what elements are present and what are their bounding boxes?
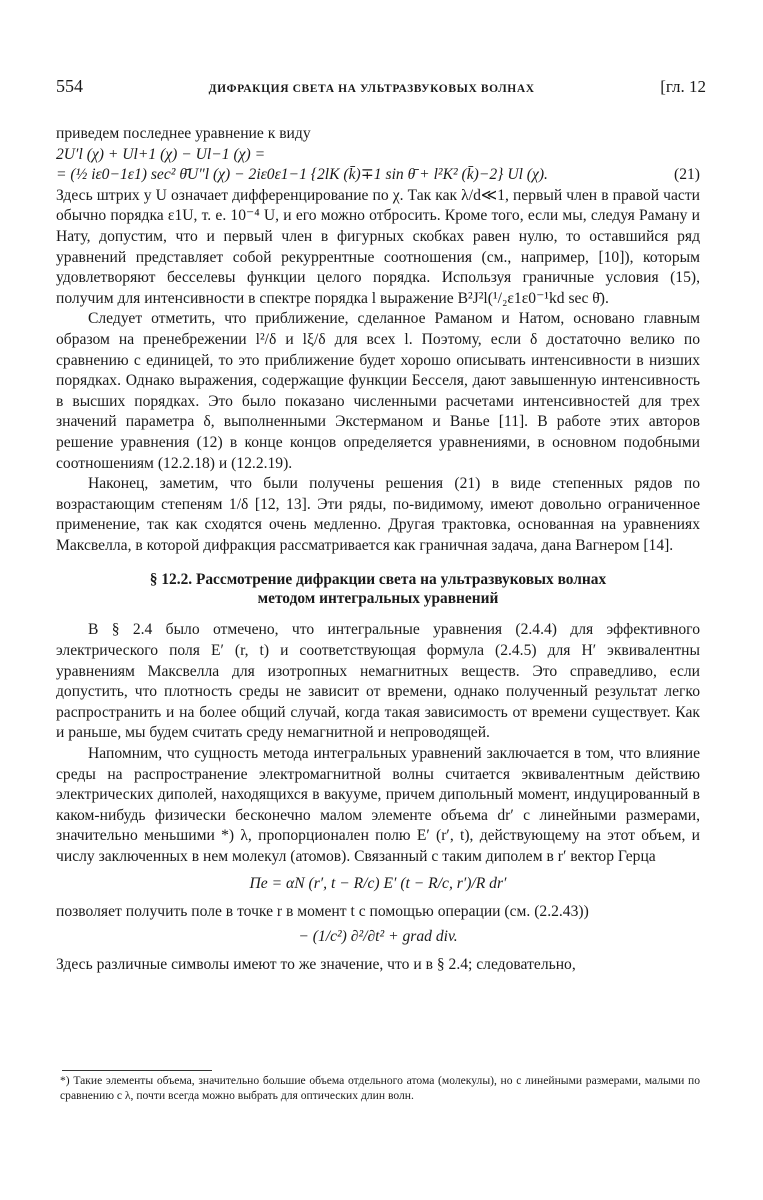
chapter-label: [гл. 12 (660, 77, 706, 96)
page-number: 554 (56, 76, 83, 96)
paragraph-2: Следует отметить, что приближение, сделанное Раманом и Натом, основано главным образом на пренебрежении l²/δ и lξ/δ для всех l. Поэтому, если δ достаточно велико по сравнению с единицей, то это приближение будет хорошо описывать интенсивности в низших порядках. Однако выражения, содержащие функции Бесселя, дают завышенную интенсивность в высших порядках. Это было показано численными расчетами интенсивностей для трех значений параметра δ, выполненными Экстерманом и Ванье [11]. В работе этих авторов решение уравнения (12) в конце концов определяется уравнениями, в основном подобными соотношениям (12.2.18) и (12.2.19). (56, 310, 700, 472)
running-title: ДИФРАКЦИЯ СВЕТА НА УЛЬТРАЗВУКОВЫХ ВОЛНАХ (208, 83, 535, 95)
equation-21-body: = (½ iε0−1ε1) sec² θ̄U″l (χ) − 2iε0ε1−1 {2lK (k̄)∓1 sin θ̄ + l²K² (k̄)−2} Ul (χ). (56, 166, 548, 184)
equation-number: (21) (674, 166, 700, 184)
paragraph-6: позволяет получить поле в точке r в момент t с помощью операции (см. (2.2.43)) (56, 903, 589, 921)
page-header (56, 76, 706, 97)
equation-21-line2 (56, 165, 700, 186)
paragraph-5: Напомним, что сущность метода интегральных уравнений заключается в том, что влияние среды на распространение электромагнитной волны считается эквивалентным действию электрических диполей, находящихся в вакууме, причем дипольный момент, индуцированный в каком-нибудь физически бесконечно малом элементе объема dr′ с линейными размерами, значительно меньшими *) λ, пропорционален полю E′ (r′, t), действующему на этот объем, и числу заключенных в нем молекул (атомов). Связанный с таким диполем в r′ вектор Герца (56, 745, 700, 865)
intro-line: приведем последнее уравнение к виду (56, 125, 311, 142)
hertz-vector-equation: Πe = αN (r′, t − R/c) E′ (t − R/c, r′)/R dr′ (249, 874, 507, 892)
page-body (56, 124, 700, 976)
equation-21-line1: 2U′l (χ) + Ul+1 (χ) − Ul−1 (χ) = (56, 145, 266, 163)
footnote: *) Такие элементы объема, значительно большие объема отдельного атома (молекулы), но с линейными размерами, малыми по сравнению с λ, почти всегда можно выбрать для оптических длин волн. (60, 1074, 700, 1103)
operator-equation: − (1/c²) ∂²/∂t² + grad div. (298, 927, 458, 945)
paragraph-4: В § 2.4 было отмечено, что интегральные уравнения (2.4.4) для эффективного электрического поля E′ (r, t) и соответствующая формула (2.4.5) для H′ эквивалентны уравнениям Максвелла для изотропных немагнитных веществ. Это справедливо, если допустить, что плотность среды не зависит от времени, однако полученный результат легко распространить и на более общий случай, когда такая зависимость от времени существует. Как и раньше, мы будем считать среду немагнитной и непроводящей. (56, 621, 700, 742)
paragraph-1: Здесь штрих у U означает дифференцирование по χ. Так как λ/d≪1, первый член в правой части обычно порядка ε1U, т. е. 10⁻⁴ U, и его можно отбросить. Кроме того, если мы, следуя Раману и Нату, допустим, что и первый член в фигурных скобках равен нулю, то оставшийся ряд уравнений представляет собой рекуррентные соотношения (см., например, [10]), которым удовлетворяют бесселевы функции целого порядка. Используя граничные условия (15), получим для интенсивности в спектре порядка l выражение B²J²l(¹/₂ε1ε0⁻¹kd sec θ̄). (56, 186, 700, 307)
section-heading-line2: методом интегральных уравнений (257, 590, 499, 608)
section-heading-line1: § 12.2. Рассмотрение дифракции света на ультразвуковых волнах (149, 571, 607, 589)
paragraph-7: Здесь различные символы имеют то же значение, что и в § 2.4; следовательно, (56, 956, 576, 974)
section-heading (56, 570, 700, 608)
footnote-rule (62, 1070, 212, 1071)
paragraph-3: Наконец, заметим, что были получены решения (21) в виде степенных рядов по возрастающим степеням 1/δ [12, 13]. Эти ряды, по-видимому, имеют довольно ограниченное применение, так как сходятся очень медленно. Другая трактовка, основанная на уравнениях Максвелла, в которой дифракция рассматривается как граничная задача, дана Вагнером [14]. (56, 475, 700, 554)
